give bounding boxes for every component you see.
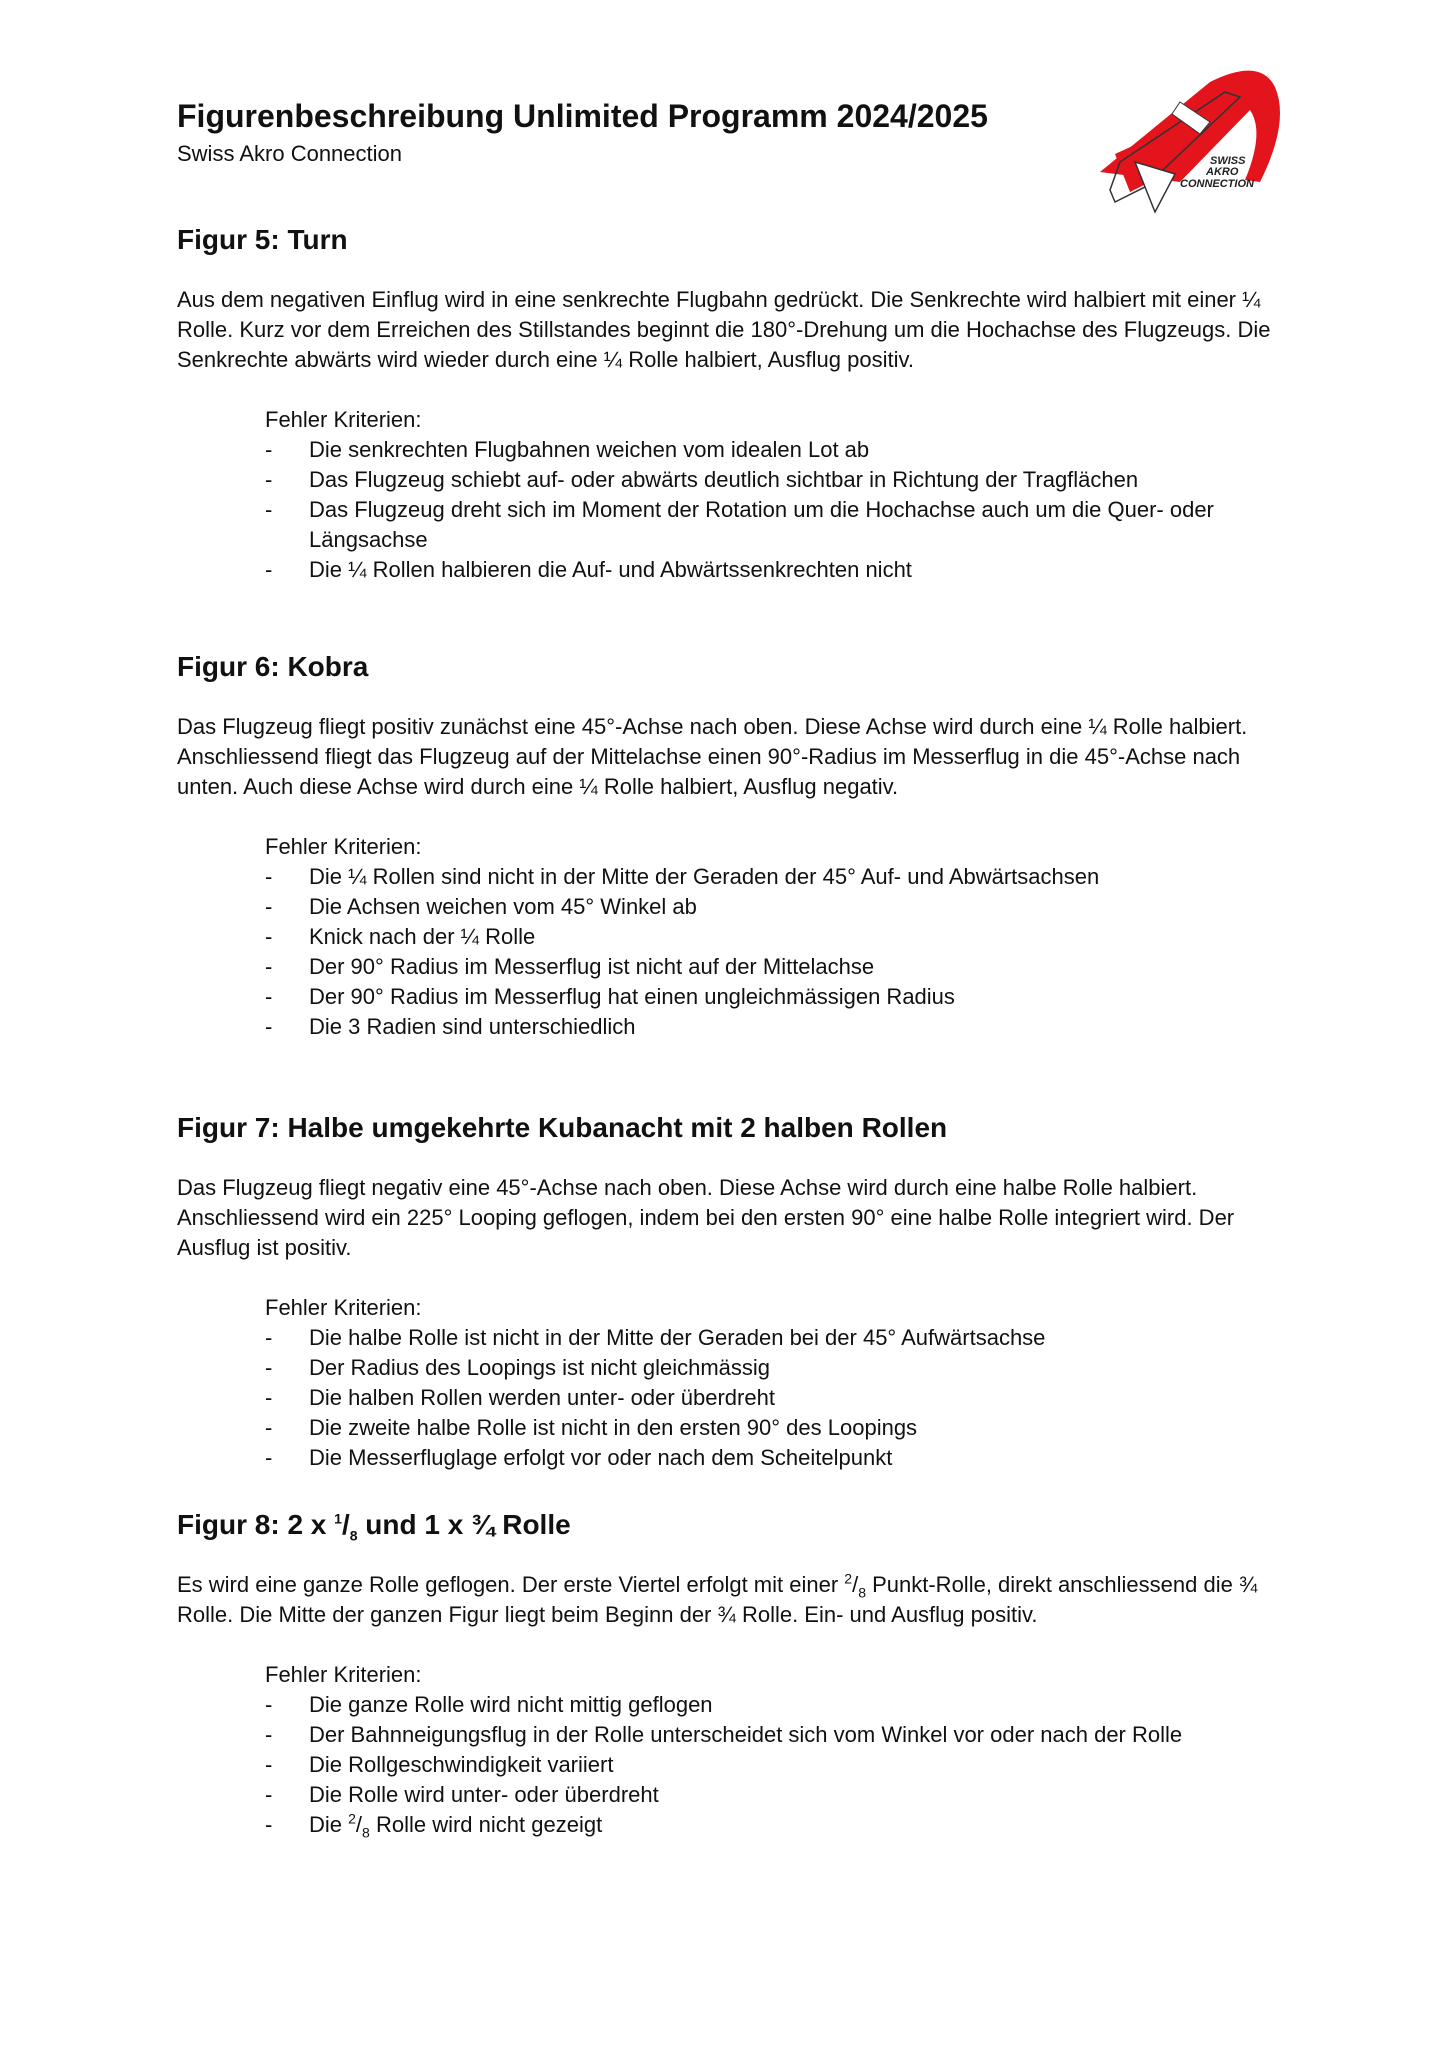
page-header (177, 96, 1077, 168)
list-item: - Die 3 Radien sind unterschiedlich (265, 1014, 636, 1039)
error-criteria (265, 1660, 1287, 1840)
list-item: - Knick nach der ¼ Rolle (265, 924, 536, 949)
list-item: - Der Radius des Loopings ist nicht gleichmässig (265, 1355, 771, 1380)
list-item: - Die $^2/_8$ Rolle wird nicht gezeigt (265, 1810, 603, 1841)
logo-text-swiss: SWISS (1210, 155, 1246, 167)
list-item: - Die ¼ Rollen sind nicht in der Mitte der Geraden der 45° Auf- und Abwärtsachsen (265, 864, 1100, 889)
error-criteria (265, 1293, 1287, 1473)
section-title: Figur 7: Halbe umgekehrte Kubanacht mit 2 halben Rollen (177, 1112, 948, 1143)
document-subtitle: Swiss Akro Connection (177, 141, 402, 166)
list-item: - Die senkrechten Flugbahnen weichen vom idealen Lot ab (265, 437, 870, 462)
section-figur-7 (177, 1111, 1287, 1473)
list-item: - Die Rollgeschwindigkeit variiert (265, 1752, 614, 1777)
list-item: - Die Rolle wird unter- oder überdreht (265, 1782, 659, 1807)
section-title: Figur 6: Kobra (177, 651, 369, 682)
criteria-list (265, 435, 1287, 585)
list-item: - Die halben Rollen werden unter- oder überdreht (265, 1385, 775, 1410)
section-description: Es wird eine ganze Rolle geflogen. Der erste Viertel erfolgt mit einer $^2/_8$ Punkt-Rolle, direkt anschliessend die ¾ Rolle. Die Mitte der ganzen Figur liegt beim Beginn der ¾ Rolle. Ein- und Ausflug positiv. (177, 1570, 1258, 1627)
section-description: Das Flugzeug fliegt negativ eine 45°-Achse nach oben. Diese Achse wird durch eine halbe Rolle halbiert. Anschliessend wird ein 225° Looping geflogen, indem bei den ersten 90° eine halbe Rolle integriert wird. Der Ausflug ist positiv. (177, 1175, 1235, 1260)
section-title: Figur 8: 2 x $^1/_8$ und 1 x ¾ Rolle (177, 1509, 571, 1544)
section-figur-6 (177, 650, 1287, 1042)
criteria-list (265, 1690, 1287, 1840)
list-item: - Die halbe Rolle ist nicht in der Mitte der Geraden bei der 45° Aufwärtsachse (265, 1325, 1046, 1350)
list-item: - Das Flugzeug schiebt auf- oder abwärts deutlich sichtbar in Richtung der Tragflächen (265, 467, 1139, 492)
list-item: - Die Messerfluglage erfolgt vor oder nach dem Scheitelpunkt (265, 1445, 893, 1470)
logo-text-connection: CONNECTION (1180, 178, 1254, 190)
section-description: Aus dem negativen Einflug wird in eine senkrechte Flugbahn gedrückt. Die Senkrechte wird halbiert mit einer ¼ Rolle. Kurz vor dem Erreichen des Stillstandes beginnt die 180°-Drehung um die Hochachse des Flugzeugs. Die Senkrechte abwärts wird wieder durch eine ¼ Rolle halbiert, Ausflug positiv. (177, 287, 1271, 372)
criteria-list (265, 862, 1287, 1042)
criteria-heading: Fehler Kriterien: (265, 1662, 422, 1687)
list-item: - Der Bahnneigungsflug in der Rolle unterscheidet sich vom Winkel vor oder nach der Rolle (265, 1722, 1183, 1747)
list-item: - Der 90° Radius im Messerflug ist nicht auf der Mittelachse (265, 954, 875, 979)
error-criteria (265, 832, 1287, 1042)
list-item: - Das Flugzeug dreht sich im Moment der Rotation um die Hochachse auch um die Quer- oder Längsachse (265, 497, 1214, 552)
criteria-heading: Fehler Kriterien: (265, 834, 422, 859)
error-criteria (265, 405, 1287, 585)
section-figur-5 (177, 223, 1287, 585)
document-title: Figurenbeschreibung Unlimited Programm 2024/2025 (177, 98, 988, 134)
list-item: - Der 90° Radius im Messerflug hat einen ungleichmässigen Radius (265, 984, 955, 1009)
criteria-list (265, 1323, 1287, 1473)
list-item: - Die ¼ Rollen halbieren die Auf- und Abwärtssenkrechten nicht (265, 557, 912, 582)
criteria-heading: Fehler Kriterien: (265, 407, 422, 432)
list-item: - Die zweite halbe Rolle ist nicht in den ersten 90° des Loopings (265, 1415, 918, 1440)
swiss-akro-connection-logo (1060, 62, 1290, 232)
logo-text-akro: AKRO (1206, 166, 1239, 178)
list-item: - Die Achsen weichen vom 45° Winkel ab (265, 894, 697, 919)
criteria-heading: Fehler Kriterien: (265, 1295, 422, 1320)
section-description: Das Flugzeug fliegt positiv zunächst eine 45°-Achse nach oben. Diese Achse wird durch eine ¼ Rolle halbiert. Anschliessend fliegt das Flugzeug auf der Mittelachse einen 90°-Radius im Messerflug in die 45°-Achse nach unten. Auch diese Achse wird durch eine ¼ Rolle halbiert, Ausflug negativ. (177, 714, 1248, 799)
section-title: Figur 5: Turn (177, 224, 348, 255)
section-figur-8 (177, 1508, 1287, 1840)
list-item: - Die ganze Rolle wird nicht mittig geflogen (265, 1692, 713, 1717)
